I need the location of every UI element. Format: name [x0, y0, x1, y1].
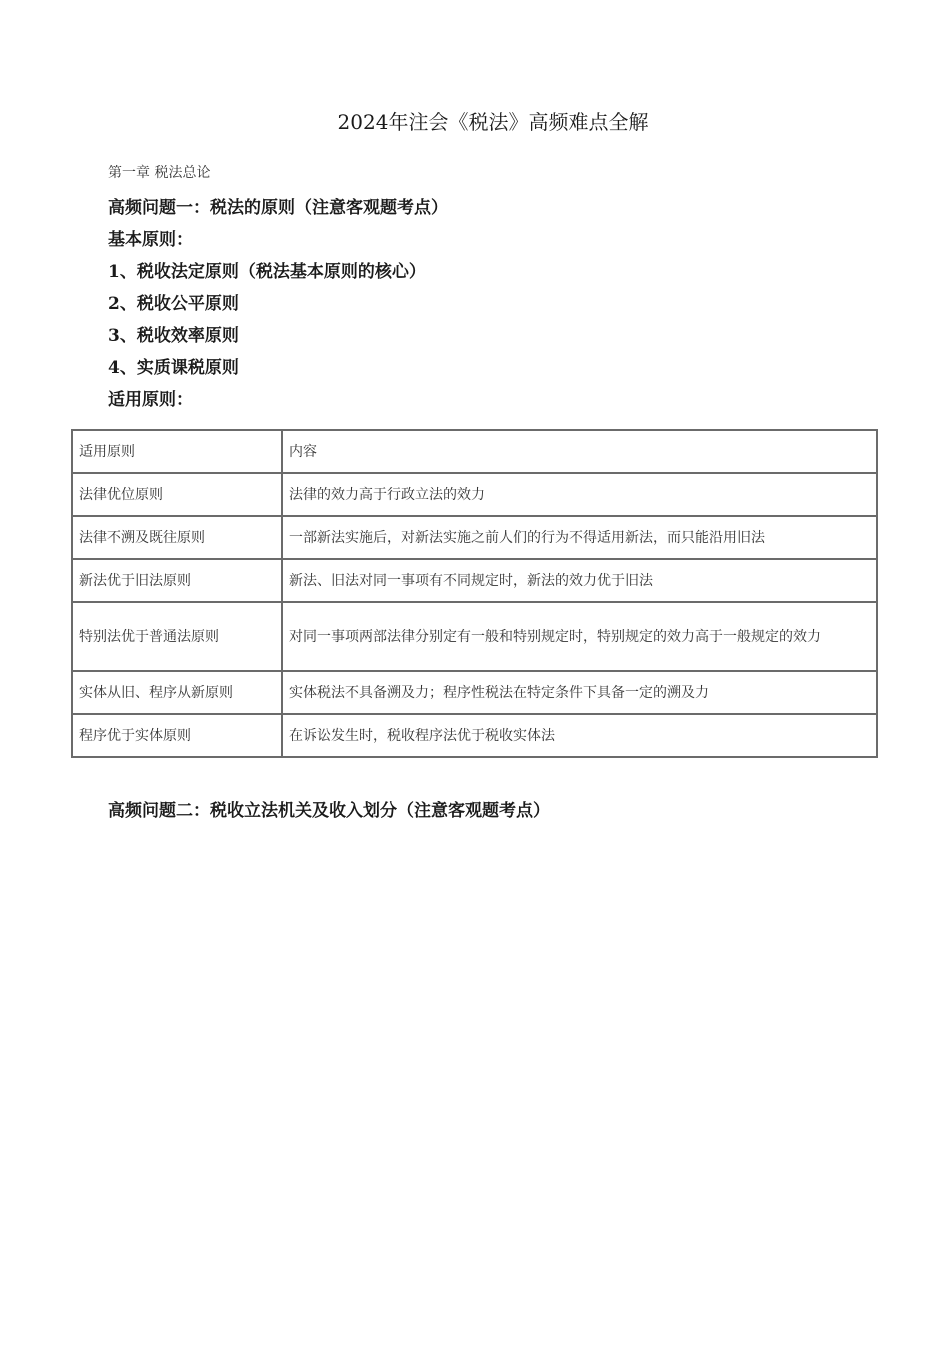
- table-row: [72, 559, 877, 602]
- table-header-cell: 内容: [282, 430, 877, 473]
- basic-principles-heading: 基本原则：: [108, 230, 193, 250]
- principle-cell: 新法优于旧法原则: [72, 559, 282, 602]
- table-row: [72, 671, 877, 714]
- content-cell: 对同一事项两部法律分别定有一般和特别规定时，特别规定的效力高于一般规定的效力: [282, 602, 877, 671]
- basic-principle-item: 2、税收公平原则: [108, 294, 239, 314]
- table-row: [72, 473, 877, 516]
- principle-cell: 实体从旧、程序从新原则: [72, 671, 282, 714]
- content-cell: 实体税法不具备溯及力；程序性税法在特定条件下具备一定的溯及力: [282, 671, 877, 714]
- table-header-row: [72, 430, 877, 473]
- question-2-heading: 高频问题二：税收立法机关及收入划分（注意客观题考点）: [108, 801, 550, 821]
- table-row: [72, 602, 877, 671]
- section-body: [108, 194, 888, 418]
- applied-principles-table: [71, 429, 878, 758]
- table-header-cell: 适用原则: [72, 430, 282, 473]
- principle-cell: 法律优位原则: [72, 473, 282, 516]
- content-cell: 一部新法实施后，对新法实施之前人们的行为不得适用新法，而只能沿用旧法: [282, 516, 877, 559]
- chapter-heading: 第一章 税法总论: [108, 165, 211, 181]
- principle-cell: 程序优于实体原则: [72, 714, 282, 757]
- basic-principle-item: 4、实质课税原则: [108, 358, 239, 378]
- document-title: 2024年注会《税法》高频难点全解: [337, 110, 649, 134]
- content-cell: 新法、旧法对同一事项有不同规定时，新法的效力优于旧法: [282, 559, 877, 602]
- content-cell: 在诉讼发生时，税收程序法优于税收实体法: [282, 714, 877, 757]
- basic-principle-item: 1、税收法定原则（税法基本原则的核心）: [108, 262, 426, 282]
- question-1-heading: 高频问题一：税法的原则（注意客观题考点）: [108, 198, 448, 218]
- principle-cell: 特别法优于普通法原则: [72, 602, 282, 671]
- content-cell: 法律的效力高于行政立法的效力: [282, 473, 877, 516]
- table-row: [72, 516, 877, 559]
- table-row: [72, 714, 877, 757]
- applied-principles-heading: 适用原则：: [108, 390, 193, 410]
- basic-principle-item: 3、税收效率原则: [108, 326, 239, 346]
- principle-cell: 法律不溯及既往原则: [72, 516, 282, 559]
